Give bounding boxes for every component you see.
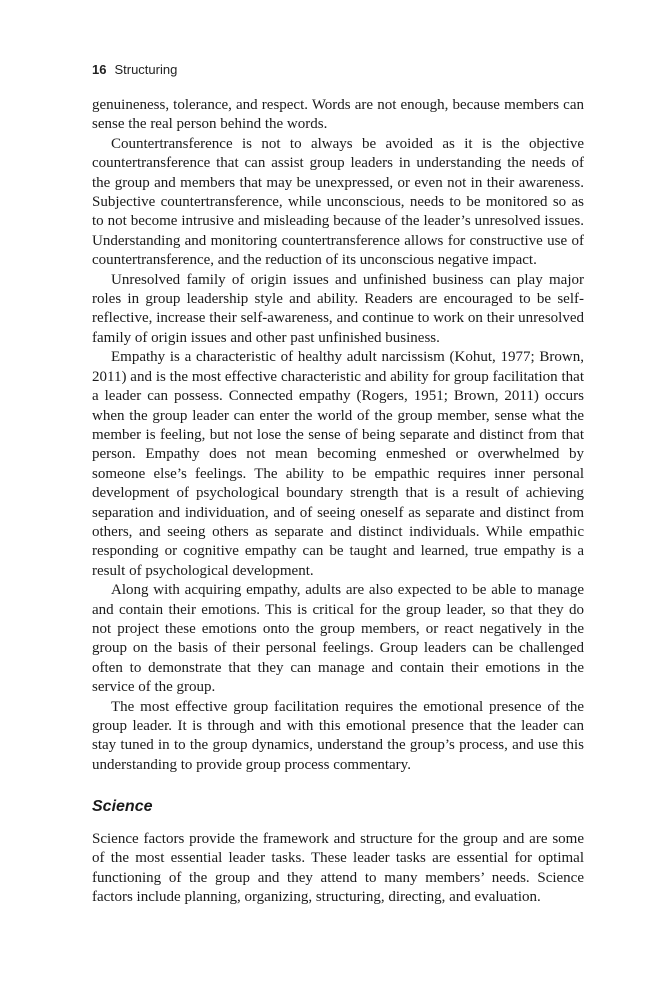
- paragraph: genuineness, tolerance, and respect. Words are not enough, because members can sense the real person behind the words.: [92, 97, 584, 133]
- page-number: 16: [92, 62, 107, 77]
- paragraph: The most effective group facilitation requires the emotional presence of the group leader. It is through and with this emotional presence that the leader can stay tuned in to the group dynamics, understand the group’s process, and use this understanding to provide group process commentary.: [92, 698, 584, 773]
- body-text: [92, 96, 584, 775]
- section-paragraph: Science factors provide the framework and structure for the group and are some of the most essential leader tasks. These leader tasks are essential for optimal functioning of the group and they attend to many members’ needs. Science factors include planning, organizing, structuring, directing, and evaluation.: [92, 831, 584, 906]
- section-text: [92, 830, 584, 908]
- running-head-title: Structuring: [114, 62, 178, 77]
- paragraph: Unresolved family of origin issues and unfinished business can play major roles in group leadership style and ability. Readers are encouraged to be self-reflective, increase their self-awareness, and continue to work on their unresolved family of origin issues and other past unfinished business.: [92, 271, 584, 346]
- paragraph: Countertransference is not to always be avoided as it is the objective countertransference that can assist group leaders in understanding the needs of the group and members that may be unexpressed, or even not in their awareness. Subjective countertransference, while unconscious, needs to be monitored so as to not become intrusive and misleading because of the leader’s unresolved issues. Understanding and monitoring countertransference allows for constructive use of countertransference, and the reduction of its unconscious negative impact.: [92, 135, 584, 269]
- running-head: [92, 62, 177, 77]
- section-heading: Science: [92, 798, 153, 815]
- paragraph: Along with acquiring empathy, adults are also expected to be able to manage and contain their emotions. This is critical for the group leader, so that they do not project these emotions onto the group members, or react negatively in the group on the basis of their personal feelings. Group leaders can be challenged often to demonstrate that they can manage and contain their emotions in the service of the group.: [92, 582, 584, 696]
- paragraph: Empathy is a characteristic of healthy adult narcissism (Kohut, 1977; Brown, 2011) and is the most effective characteristic and ability for group facilitation that a leader can possess. Connected empathy (Rogers, 1951; Brown, 2011) occurs when the group leader can enter the world of the group member, sense what the member is feeling, but not lose the sense of being separate and distinct from that person. Empathy does not mean becoming enmeshed or overwhelmed by someone else’s feelings. The ability to be empathic requires inner personal development of psychological boundary strength that is a result of achieving separation and individuation, and of seeing oneself as separate and distinct from others, and seeing others as separate and distinct individuals. While empathic responding or cognitive empathy can be taught and learned, true empathy is a result of psychological development.: [92, 349, 584, 579]
